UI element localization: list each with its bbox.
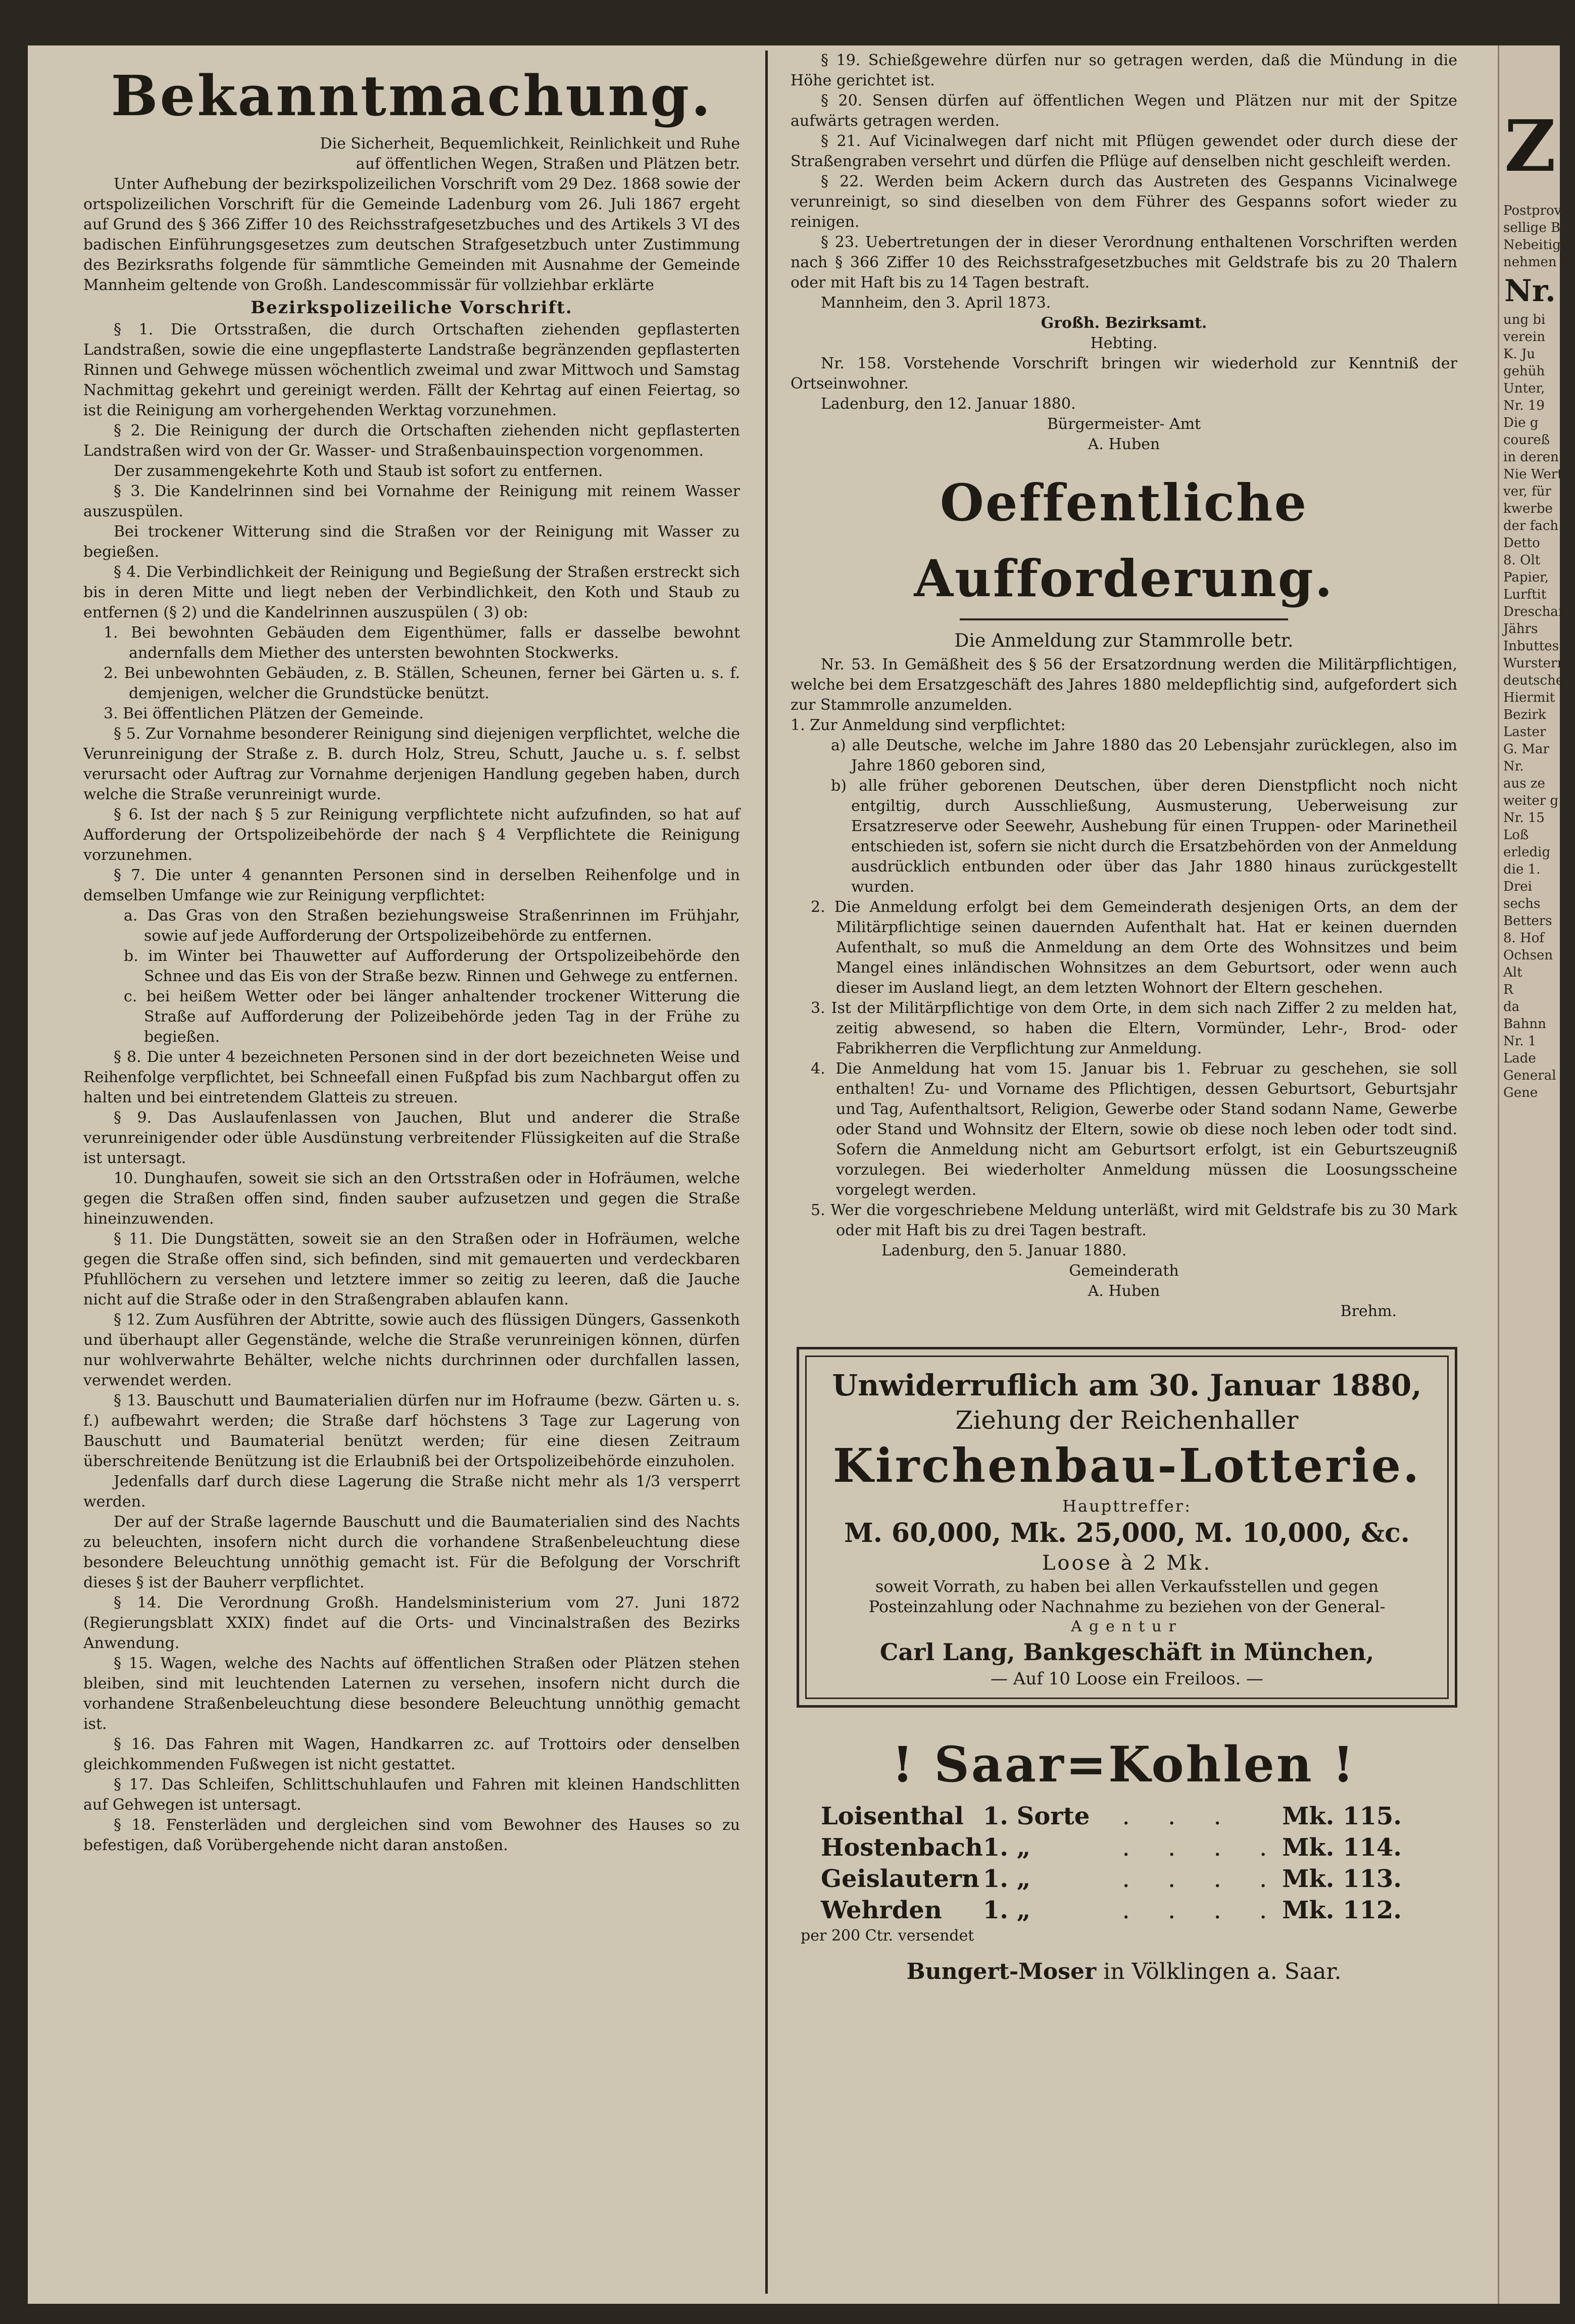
paragraph: § 16. Das Fahren mit Wagen, Handkarren zc. auf Trottoirs oder denselben gleichkommenden Fußwegen ist nicht gestattet. [83,1735,740,1773]
list-item: 3. Bei öffentlichen Plätzen der Gemeinde. [104,705,424,722]
paragraph: § 8. Die unter 4 bezeichneten Personen sind in der dort bezeichneten Weise und Reihenfolge verpflichtet, bei Schneefall einen Fußpfad bis zum Nachbargut offen zu halten und bei eintretendem Glatteis zu streuen. [83,1048,740,1106]
paragraph: Nr. 158. Vorstehende Vorschrift bringen wir wiederhold zur Kenntniß der Ortseinwohner. [791,355,1457,393]
list-item: 2. Die Anmeldung erfolgt bei dem Gemeinderath desjenigen Orts, an dem der Militärpflichtige seinen dauernden Aufenthalt hat. Hat er keinen duernden Aufenthalt, so muß die Anmeldung an dem Orte des Wohnsitzes und beim Mangel eines inländischen Wohnsitzes an dem Geburtsort, oder wenn auch dieser im Ausland liegt, an dem letzten Wohnort der Eltern geschehen. [811,898,1457,997]
next-page-fragment: Alt [1503,965,1522,980]
next-page-fragment: General [1503,1068,1556,1083]
next-page-fragment: Ochsen [1503,948,1553,963]
next-page-fragment: der fach [1503,518,1559,534]
next-page-fragment: ver, für [1503,484,1551,499]
coal-dots: . . . . [1122,1896,1283,1924]
paragraph: § 20. Sensen dürfen auf öffentlichen Wegen und Plätzen nur mit der Spitze aufwärts getragen werden. [791,92,1457,130]
paragraph: § 18. Fensterläden und dergleichen sind vom Bewohner des Hauses so zu befestigen, daß Vorübergehende nicht daran anstoßen. [83,1816,740,1854]
summons-title: Oeffentliche Aufforderung. [914,473,1334,608]
next-page-fragment: Hiermit [1503,690,1555,705]
paragraph: § 21. Auf Vicinalwegen darf nicht mit Pflügen gewendet oder durch diese der Straßengraben versehrt und dürfen die Pflüge auf denselben nicht geschleift werden. [791,132,1457,170]
next-page-fragment: Loß [1503,828,1529,843]
next-page-fragment: in deren [1503,450,1559,465]
paragraph: § 13. Bauschutt und Baumaterialien dürfen nur im Hofraume (bezw. Gärten u. s. f.) aufbewahrt werden; die Straße darf höchstens 3 Tage zur Lagerung von Bauschutt und Baumaterial benützt werden; für eine diesen Zeitraum überschreitende Benützung ist die Erlaubniß bei der Ortspolizeibehörde einzuholen. [83,1392,740,1470]
next-page-fragment: Drei [1503,879,1532,894]
next-page-fragment: Bahnn [1503,1016,1546,1032]
signature: Hebting. [1090,334,1158,352]
dateline: Mannheim, den 3. April 1873. [821,294,1051,312]
paragraph: Nr. 53. In Gemäßheit des § 56 der Ersatzordnung werden die Militärpflichtigen, welche bei dem Ersatzgeschäft des Jahres 1880 meldepflichtig sind, aufgefordert sich zur Stammrolle anzumelden. [791,656,1457,714]
lottery-line: Haupttreffer: [1062,1496,1192,1516]
list-item: 4. Die Anmeldung hat vom 15. Januar bis 1. Februar zu geschehen, sie soll enthalten! Zu- und Vorname des Pflichtigen, dessen Geburtsort, Geburtsjahr und Tag, Aufenthaltsort, Religion, Gewerbe oder Stand sodann Name, Gewerbe oder Stand und Wohnsitz der Eltern, sowie ob diese noch leben oder todt sind. Sofern die Anmeldung nicht am Geburtsort erfolgt, ist ein Geburtszeugniß vorzulegen. Bei wiederholter Anmeldung müssen die Loosungsscheine vorgelegt werden. [811,1060,1457,1199]
next-page-fragment: coureß [1503,432,1550,448]
next-page-fragment: Jährs [1503,621,1538,637]
list-item: 1. Zur Anmeldung sind verpflichtet: [791,716,1066,734]
coal-mine-name: Geislautern [821,1865,979,1893]
subject-line: Die Sicherheit, Bequemlichkeit, Reinlichkeit und Ruhe [320,135,740,153]
subject-line: auf öffentlichen Wegen, Straßen und Plätzen betr. [356,155,740,173]
next-page-fragment: K. Ju [1503,347,1536,362]
paragraph: § 5. Zur Vornahme besonderer Reinigung sind diejenigen verpflichtet, welche die Verunreinigung der Straße z. B. durch Holz, Streu, Schutt, Jauche u. s. f. selbst verursacht oder Auftrag zur Vornahme derjenigen Handlung gegeben haben, durch welche die Straße verunreinigt wurde. [83,725,740,803]
coal-sender [791,1954,1457,1990]
paragraph: § 22. Werden beim Ackern durch das Austreten des Gespanns Vicinalwege verunreinigt, so sind dieselben von dem Führer des Gespanns sofort wieder zu reinigen. [791,173,1457,231]
next-page-fragment: G. Mar [1503,742,1549,757]
next-page-fragment: Nr. [1503,759,1524,774]
next-page-fragment: Nr. 15 [1503,810,1545,826]
next-page-fragment: deutsche [1503,673,1564,688]
lottery-date: Unwiderruflich am 30. Januar 1880, [832,1368,1422,1402]
coal-row [821,1801,1402,1832]
paragraph: § 4. Die Verbindlichkeit der Reinigung und Begießung der Straßen erstreckt sich bis in deren Mitte und liegt neben der Verbindlichkeit, den Koth und Staub zu entfernen (§ 2) und die Kandelrinnen auszuspülen ( 3) ob: [83,563,740,621]
coal-grade: 1. „ [982,1865,1031,1893]
dateline: Ladenburg, den 12. Januar 1880. [821,395,1076,413]
coal-dots: . . . . [1122,1833,1283,1862]
title-rule [960,618,1288,620]
paragraph: § 3. Die Kandelrinnen sind bei Vornahme der Reinigung mit reinem Wasser auszuspülen. [83,482,740,520]
list-item: 3. Ist der Militärpflichtige von dem Orte, in dem sich nach Ziffer 2 zu melden hat, zeitig abwesend, so haben die Eltern, Vormünder, Lehr-, Brod- oder Fabrikherren die Verpflichtung zur Anmeldung. [811,999,1457,1057]
coal-row [821,1863,1402,1895]
lottery-prizes: M. 60,000, Mk. 25,000, M. 10,000, &c. [844,1518,1410,1548]
dateline: Ladenburg, den 5. Januar 1880. [881,1242,1127,1260]
next-page-fragment: aus ze [1503,776,1545,791]
coal-sender-place: in Völklingen a. Saar. [1096,1959,1342,1984]
next-page-fragment: nehmen B [1503,255,1571,270]
next-page-fragment: erledig [1503,845,1551,860]
paragraph: § 1. Die Ortsstraßen, die durch Ortschaften ziehenden gepflasterten Landstraßen, sowie die eine ungepflasterte Landstraße begränzenden gepflasterten Rinnen und Gehwege müssen wöchentlich zweimal und zwar Mittwoch und Samstag Nachmittag gekehrt und gereinigt werden. Fällt der Kehrtag auf einen Feiertag, so ist die Reinigung am vorhergehenden Werktag vorzunehmen. [83,321,740,419]
list-item: b. im Winter bei Thauwetter auf Aufforderung der Ortspolizeibehörde den Schnee und das Eis von der Straße bezw. Rinnen und Gehwege zu entfernen. [124,947,740,985]
regulation-heading: Bezirkspolizeiliche Vorschrift. [251,298,573,318]
left-column [83,58,740,1856]
coal-grade: 1. „ [982,1833,1031,1862]
coal-dots: . . . [1122,1802,1237,1830]
lottery-name: Kirchenbau-Lotterie. [832,1438,1421,1493]
list-item: b) alle früher geborenen Deutschen, über deren Dienstpflicht noch nicht entgiltig, durch Ausschließung, Ausmusterung, Ueberweisung zur Ersatzreserve oder Seewehr, Aushebung für einen Truppen- oder Marinetheil entschieden ist, sofern sie nicht durch die Ersatzbehörden von der Anmeldung ausdrücklich entbunden oder über das Jahr 1880 hinaus zurückgestellt wurden. [831,777,1457,896]
paragraph: § 14. Die Verordnung Großh. Handelsministerium vom 27. Juni 1872 (Regierungsblatt XXIX) findet auf die Orts- und Vincinalstraßen des Bezirks Anwendung. [83,1594,740,1652]
next-page-fragment: die 1. [1503,862,1541,877]
coal-dots: . . . . [1122,1865,1283,1893]
lottery-line: soweit Vorrath, zu haben bei allen Verkaufsstellen und gegen Posteinzahlung oder Nachnahme zu beziehen von der General- [868,1577,1386,1616]
next-page-fragment: ung bi [1503,312,1546,327]
next-page-text-fragments [1499,202,1575,1101]
next-page-fragment: Wurstern [1503,656,1566,671]
next-page-fragment: 8. Hof [1503,931,1545,946]
intro-paragraph: Unter Aufhebung der bezirkspolizeilichen Vorschrift vom 29 Dez. 1868 sowie der ortspolizeilichen Vorschrift für die Gemeinde Ladenburg vom 26. Juli 1867 ergeht auf Grund des § 366 Ziffer 10 des Reichsstrafgesetzbuches und des Artikels 3 VI des badischen Einführungsgesetzes zum deutschen Strafgesetzbuch unter Zustimmung des Bezirksraths folgende für sämmtliche Gemeinden mit Ausnahme der Gemeinde Mannheim geltende von Großh. Landescommissär für vollziehbar erklärte [83,175,740,294]
paragraph: § 12. Zum Ausführen der Abtritte, sowie auch des flüssigen Düngers, Gassenkoth und überhaupt aller Gegenstände, welche die Straße verunreinigen können, dürfen nur wohlverwahrte Behälter, welche nichts durchrinnen oder durchfallen lassen, verwendet werden. [83,1311,740,1389]
next-page-fragment: Nie Wert [1503,467,1563,482]
next-page-fragment: Gene [1503,1085,1538,1100]
summons-subtitle: Die Anmeldung zur Stammrolle betr. [954,631,1294,651]
next-page-fragment: Die g [1503,415,1539,430]
column-divider [765,51,768,2294]
next-page-fragment: weiter g [1503,793,1559,808]
paragraph: § 17. Das Schleifen, Schlittschuhlaufen und Fahren mit kleinen Handschlitten auf Gehwegen ist untersagt. [83,1776,740,1814]
list-item: c. bei heißem Wetter oder bei länger anhaltender trockener Witterung die Straße auf Aufforderung der Polizeibehörde jeden Tag in der Frühe zu begießen. [124,988,740,1046]
next-page-fragment: da [1503,999,1520,1014]
paragraph: Der auf der Straße lagernde Bauschutt und die Baumaterialien sind des Nachts zu beleuchten, insofern nicht durch die vorhandene Straßenbeleuchtung diese besondere Beleuchtung unnöthig gemacht ist. Für die Befolgung der Vorschrift dieses § ist der Bauherr verpflichtet. [83,1513,740,1591]
coal-mine-name: Hostenbach [821,1833,983,1862]
coal-grade: 1. Sorte [982,1802,1090,1830]
next-page-fragment: Laster [1503,724,1546,740]
next-page-fragment: sellige B [1503,220,1561,235]
coal-row [821,1832,1402,1863]
signature: A. Huben [1088,435,1160,453]
adjacent-page-edge [1498,45,1575,2304]
next-page-fragment: Bezirk [1503,707,1546,722]
next-page-fragment: Nr. 1 [1503,1034,1537,1049]
coal-price: Mk. 115. [1282,1802,1402,1830]
next-page-fragment: Detto [1503,536,1540,551]
coal-row [821,1895,1402,1926]
coal-price: Mk. 112. [1282,1896,1402,1924]
coal-price: Mk. 114. [1282,1833,1402,1862]
paragraph: Bei trockener Witterung sind die Straßen vor der Reinigung mit Wasser zu begießen. [83,523,740,561]
list-item: a. Das Gras von den Straßen beziehungsweise Straßenrinnen im Frühjahr, sowie auf jede Aufforderung der Ortspolizeibehörde zu entfernen. [124,907,740,945]
next-page-fragment: sechs [1503,896,1541,911]
announcement-title: Bekanntmachung. [111,63,713,128]
paragraph: Der zusammengekehrte Koth und Staub ist sofort zu entfernen. [114,462,603,480]
next-page-fragment: Lurftit [1503,587,1547,602]
next-page-fragment: kwerbe [1503,501,1553,516]
right-column [791,51,1457,1990]
list-item: 1. Bei bewohnten Gebäuden dem Eigenthümer, falls er dasselbe bewohnt andernfalls dem Miether des untersten bewohnten Stockwerks. [104,624,740,662]
paragraph: 10. Dunghaufen, soweit sie sich an den Ortsstraßen oder in Hofräumen, welche gegen die Straßen offen sind, finden sauber aufzusetzen und gegen die Straße hineinzuwenden. [83,1170,740,1228]
authority: Großh. Bezirksamt. [1041,314,1207,332]
lottery-line: — Auf 10 Loose ein Freiloos. — [990,1669,1264,1689]
next-page-fragment: Lade [1503,1051,1536,1066]
signature: A. Huben [1088,1282,1160,1300]
coal-price: Mk. 113. [1282,1865,1402,1893]
coal-sender-name: Bungert-Moser [906,1959,1097,1984]
paragraph: § 23. Uebertretungen der in dieser Verordnung enthaltenen Vorschriften werden nach § 366 Ziffer 10 des Reichsstrafgesetzbuches mit Geldstrafe bis zu 20 Thalern oder mit Haft bis zu 14 Tagen bestraft. [791,233,1457,292]
lottery-line: Ziehung der Reichenhaller [955,1406,1299,1435]
next-page-fragment: Postprovi [1503,203,1566,218]
next-page-fragment: Unter, [1503,381,1545,396]
coal-price-table [821,1801,1402,1926]
next-page-fragment: Nr. 19 [1503,398,1545,413]
lottery-agent: Carl Lang, Bankgeschäft in München, [879,1638,1374,1666]
paragraph: Jedenfalls darf durch diese Lagerung die Straße nicht mehr als 1/3 versperrt werden. [83,1473,740,1511]
next-page-fragment: Betters [1503,913,1552,929]
paragraph: § 15. Wagen, welche des Nachts auf öffentlichen Straßen oder Plätzen stehen bleiben, sind mit leuchtenden Laternen zu versehen, insofern nicht durch die vorhandene Straßenbeleuchtung diese besondere Beleuchtung unnöthig gemacht ist. [83,1655,740,1733]
coal-note: per 200 Ctr. versendet [801,1927,974,1945]
next-page-fragment: verein [1503,329,1545,345]
coal-grade: 1. „ [982,1896,1031,1924]
next-page-fragment: gehüh [1503,364,1545,379]
list-item: 2. Bei unbewohnten Gebäuden, z. B. Ställen, Scheunen, ferner bei Gärten u. s. f. demjenigen, welcher die Grundstücke benützt. [104,664,740,702]
office: Bürgermeister- Amt [1047,415,1201,433]
paragraph: § 19. Schießgewehre dürfen nur so getragen werden, daß die Mündung in die Höhe gerichtet ist. [791,52,1457,89]
paragraph: § 2. Die Reinigung der durch die Ortschaften ziehenden nicht gepflasterten Landstraßen wird von der Gr. Wasser- und Straßenbauinspection vorgenommen. [83,422,740,460]
next-page-fragment: R [1503,982,1513,997]
list-item: 5. Wer die vorgeschriebene Meldung unterläßt, wird mit Geldstrafe bis zu 30 Mark oder mit Haft bis zu drei Tagen bestraft. [811,1201,1457,1239]
list-item: a) alle Deutsche, welche im Jahre 1880 das 20 Lebensjahr zurücklegen, also im Jahre 1860 geboren sind, [831,737,1457,774]
paragraph: § 11. Die Dungstätten, soweit sie an den Straßen oder in Hofräumen, welche gegen die Straße offen sind, sich befinden, sind mit gemauerten und verdeckbaren Pfuhllöchern zu versehen und letztere immer so zeitig zu leeren, daß die Jauche nicht auf die Straße oder in den Straßengraben ablaufen kann. [83,1230,740,1309]
next-page-fragment: Nebeitiger [1503,237,1575,253]
next-page-title-fragment: Z [1504,105,1556,188]
next-page-fragment: Inbuttes [1503,639,1559,654]
coal-ad-title: ! Saar=Kohlen ! [892,1736,1356,1793]
paragraph: § 7. Die unter 4 genannten Personen sind in derselben Reihenfolge und in demselben Umfange wie zur Reinigung verpflichtet: [83,866,740,904]
lottery-advertisement [797,1347,1457,1708]
next-page-fragment: 8. Olt [1503,553,1541,568]
lottery-line: Agentur [1071,1618,1183,1635]
lottery-price: Loose à 2 Mk. [1042,1552,1212,1575]
coal-mine-name: Wehrden [821,1896,942,1924]
next-page-fragment: Dreschar [1503,604,1565,619]
paragraph: § 9. Das Auslaufenlassen von Jauchen, Blut und anderer die Straße verunreinigender oder üble Ausdünstung verbreitender Flüssigkeiten auf die Straße ist untersagt. [83,1109,740,1167]
coal-mine-name: Loisenthal [821,1802,964,1830]
next-page-fragment: Papier, [1503,570,1549,585]
next-page-number-label: Nr. [1504,273,1556,309]
office: Gemeinderath [1069,1262,1179,1280]
clerk-signature: Brehm. [1340,1302,1397,1320]
paragraph: § 6. Ist der nach § 5 zur Reinigung verpflichtete nicht aufzufinden, so hat auf Aufforderung der Ortspolizeibehörde der nach § 4 Verpflichtete die Reinigung vorzunehmen. [83,806,740,864]
